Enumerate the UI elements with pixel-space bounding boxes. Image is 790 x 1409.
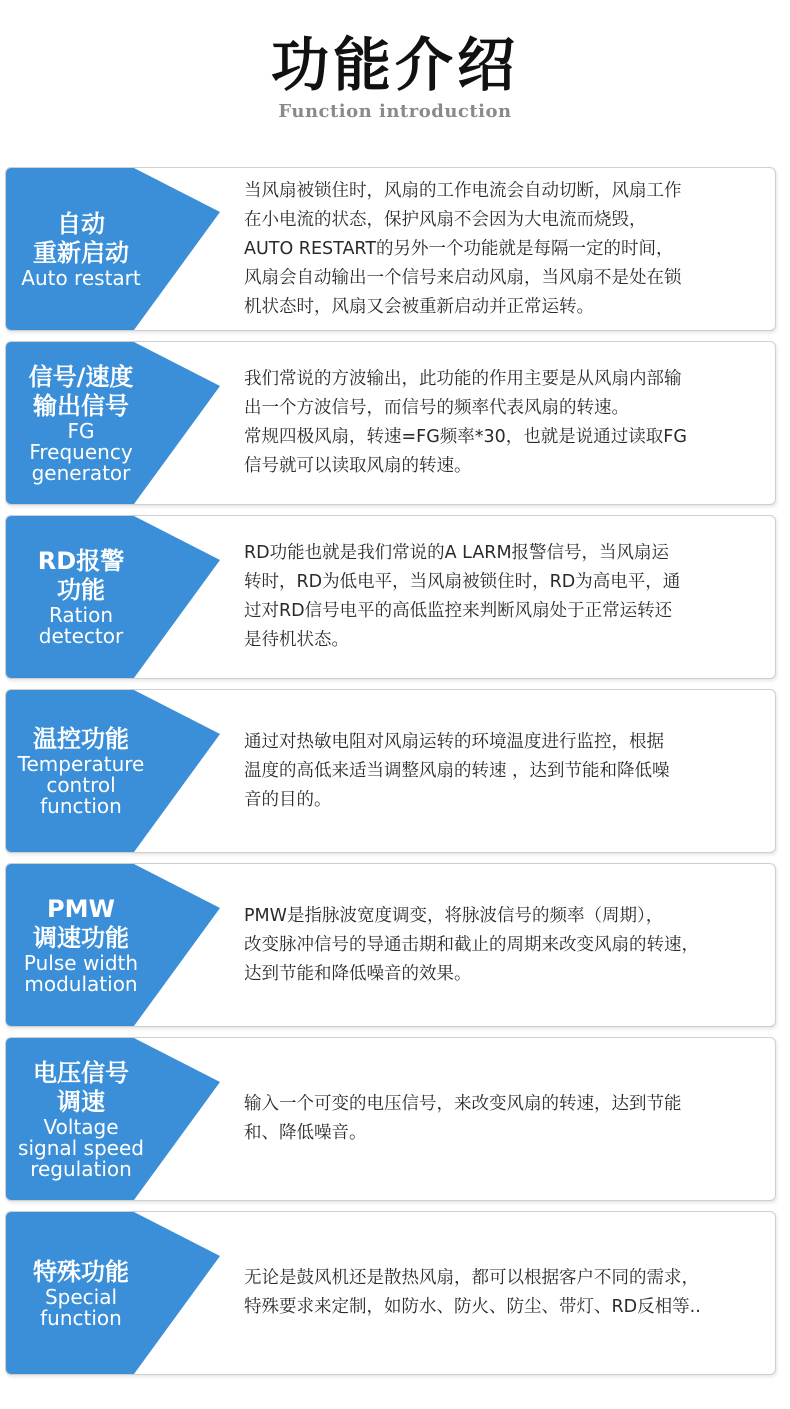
feature-name-zh: 电压信号 调速 <box>33 1058 129 1116</box>
feature-description: 无论是鼓风机还是散热风扇，都可以根据客户不同的需求， 特殊要求来定制，如防水、防火、防尘、带灯、RD反相等.. <box>244 1268 701 1317</box>
feature-name-en: Auto restart <box>21 265 141 290</box>
feature-tab <box>6 1038 220 1200</box>
feature-description: PMW是指脉波宽度调变，将脉波信号的频率（周期）， 改变脉冲信号的导通击期和截止的周期来改变风扇的转速， 达到节能和降低噪音的效果。 <box>244 905 699 984</box>
feature-tab <box>6 342 220 504</box>
feature-name-en: FG Frequency generator <box>29 418 133 485</box>
feature-tab <box>6 168 220 330</box>
feature-tab <box>6 1212 220 1374</box>
feature-card <box>5 1211 776 1375</box>
feature-description: 通过对热敏电阻对风扇运转的环境温度进行监控，根据 温度的高低来适当调整风扇的转速 ，达到节能和降低噪 音的目的。 <box>244 731 670 810</box>
feature-description: RD功能也就是我们常说的A LARM报警信号，当风扇运 转时，RD为低电平，当风扇被锁住时，RD为高电平，通 过对RD信号电平的高低监控来判断风扇处于正常运转还 是待机状态。 <box>244 543 681 650</box>
feature-name-zh: 信号/速度 输出信号 <box>28 362 134 420</box>
feature-card <box>5 1037 776 1201</box>
feature-tab <box>6 516 220 678</box>
feature-name-en: Special function <box>40 1284 122 1330</box>
feature-description: 输入一个可变的电压信号，来改变风扇的转速，达到节能 和、降低噪音。 <box>244 1094 682 1143</box>
page-subtitle: Function introduction <box>278 101 512 122</box>
feature-name-zh: 温控功能 <box>33 725 129 753</box>
feature-name-en: Voltage signal speed regulation <box>18 1114 144 1181</box>
feature-card <box>5 167 776 331</box>
feature-name-zh: 特殊功能 <box>33 1257 129 1286</box>
feature-tab <box>6 690 220 852</box>
feature-tab <box>6 864 220 1026</box>
page-title: 功能介绍 <box>270 31 519 99</box>
feature-card <box>5 341 776 505</box>
feature-description: 我们常说的方波输出，此功能的作用主要是从风扇内部输 出一个方波信号，而信号的频率代表风扇的转速。 常规四极风扇，转速=FG频率*30，也就是说通过读取FG 信号就可以读取风扇的转速。 <box>244 369 687 476</box>
feature-name-zh: RD报警 功能 <box>37 547 125 604</box>
feature-card <box>5 863 776 1027</box>
feature-name-zh: 自动 重新启动 <box>33 209 129 267</box>
feature-name-en: Ration detector <box>38 603 124 648</box>
feature-card <box>5 689 776 853</box>
feature-name-zh: PMW 调速功能 <box>33 895 129 952</box>
feature-name-en: Pulse width modulation <box>23 951 139 996</box>
feature-list <box>5 167 776 1385</box>
feature-description: 当风扇被锁住时，风扇的工作电流会自动切断，风扇工作 在小电流的状态，保护风扇不会因为大电流而烧毁， AUTO RESTART的另外一个功能就是每隔一定的时间， 风扇会自动输出一个信号来启动风扇，当风扇不是处在锁 机状态时，风扇又会被重新启动并正常运转。 <box>244 180 682 317</box>
feature-card <box>5 515 776 679</box>
feature-name-en: Temperature control function <box>17 752 145 818</box>
page-header <box>0 0 790 150</box>
